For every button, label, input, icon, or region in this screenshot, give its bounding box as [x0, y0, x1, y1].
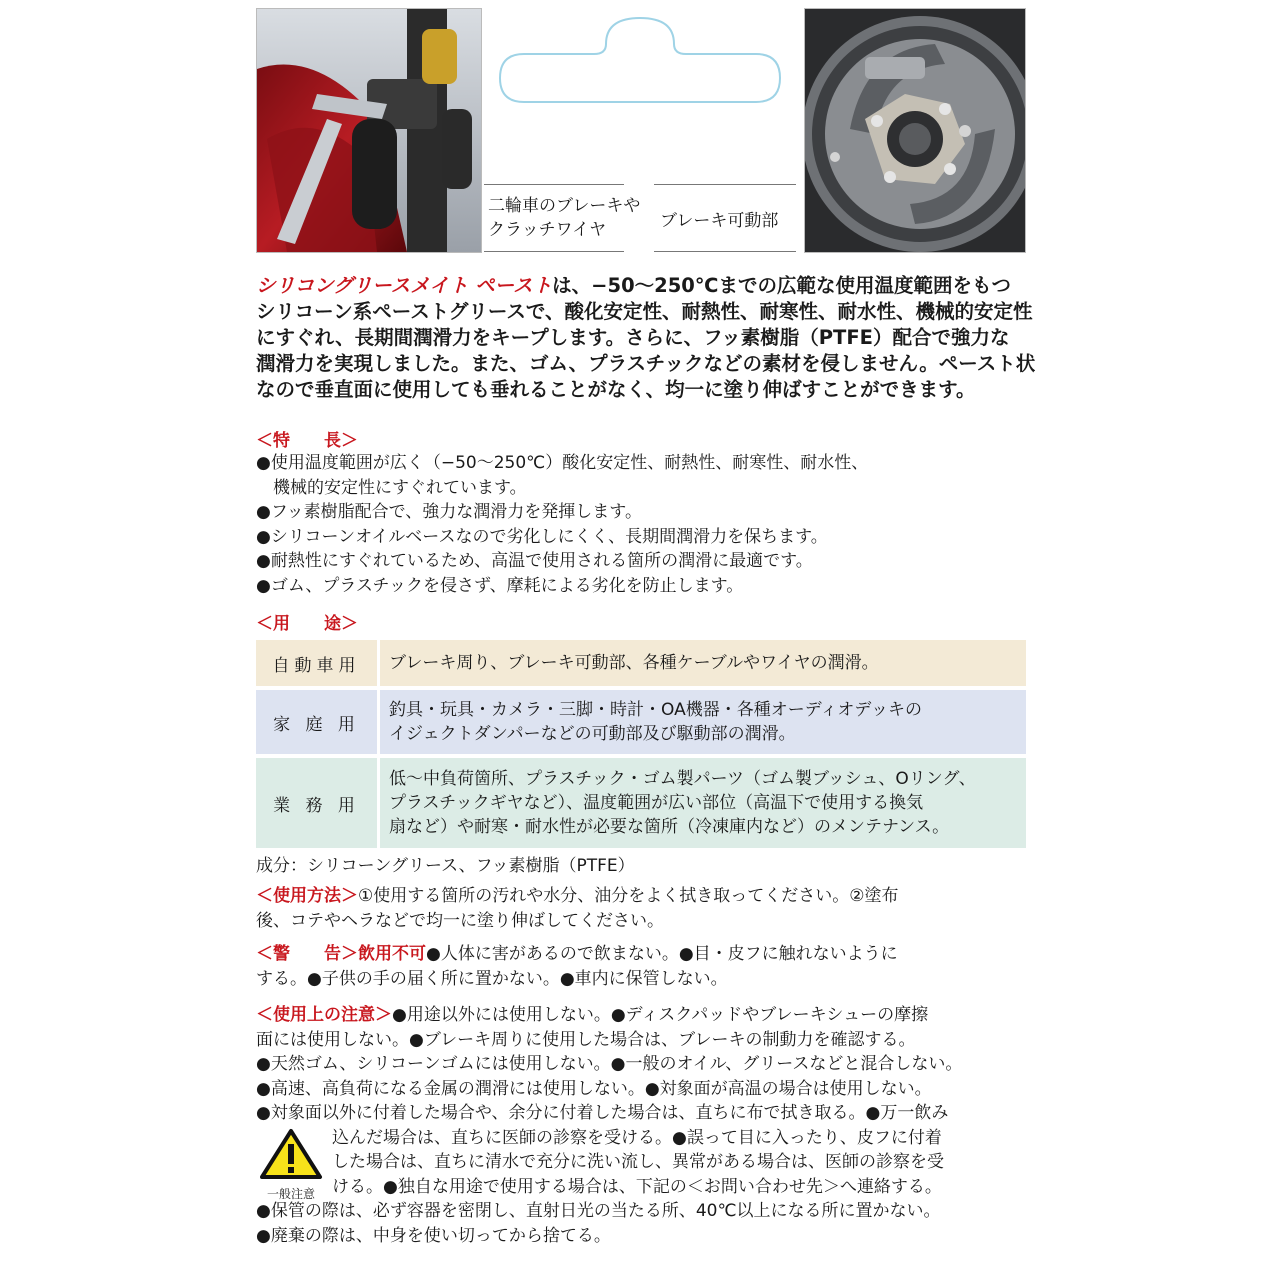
usage-line	[256, 884, 1036, 909]
features-list	[256, 451, 1036, 598]
use-desc-line: ブレーキ周り、ブレーキ可動部、各種ケーブルやワイヤの潤滑。	[389, 653, 879, 673]
cautions-section	[256, 1003, 1036, 1248]
usage-text: ①使用する箇所の汚れや水分、油分をよく拭き取ってください。②塗布	[358, 886, 899, 906]
warning-text: ●人体に害があるので飲まない。●目・皮フに触れないように	[426, 944, 898, 964]
speech-bubble-outline	[494, 14, 786, 106]
use-desc-line: 扇など）や耐寒・耐水性が必要な箇所（冷凍庫内など）のメンテナンス。	[389, 817, 950, 837]
use-desc-line: プラスチックギヤなど）、温度範囲が広い部位（高温下で使用する換気	[389, 793, 924, 813]
caption-divider-right-top	[654, 184, 796, 185]
drum-brake-photo	[804, 8, 1026, 253]
caption-brake: ブレーキ可動部	[660, 211, 779, 231]
caption-divider-left-top	[484, 184, 624, 185]
caution-line: ●対象面以外に付着した場合や、余分に付着した場合は、直ちに布で拭き取る。●万一飲み	[256, 1103, 949, 1123]
use-row-household	[256, 690, 1026, 754]
feature-item: ●耐熱性にすぐれているため、高温で使用される箇所の潤滑に最適です。	[256, 551, 813, 571]
caution-line: ける。●独自な用途で使用する場合は、下記の＜お問い合わせ先＞へ連絡する。	[332, 1176, 942, 1197]
use-desc-line: 釣具・玩具・カメラ・三脚・時計・OA機器・各種オーディオデッキの	[389, 700, 923, 720]
caption-line: 二輪車のブレーキや	[488, 196, 641, 216]
caption-motorcycle	[488, 194, 640, 242]
use-desc-line: イジェクトダンパーなどの可動部及び駆動部の潤滑。	[389, 724, 796, 744]
use-label: 自動車用	[256, 640, 377, 686]
use-label: 家 庭 用	[256, 690, 377, 754]
use-description	[380, 758, 1026, 848]
intro-line: シリコーン系ペーストグリースで、酸化安定性、耐熱性、耐寒性、耐水性、機械的安定性	[256, 300, 1033, 323]
caption-divider-right-bottom	[654, 251, 796, 252]
use-description	[380, 690, 1026, 754]
caution-line: した場合は、直ちに清水で充分に洗い流し、異常がある場合は、医師の診察を受	[332, 1152, 944, 1172]
feature-item: ●使用温度範囲が広く（−50〜250℃）酸化安定性、耐熱性、耐寒性、耐水性、	[256, 453, 869, 473]
use-row-automotive	[256, 640, 1026, 686]
warning-label: 飲用不可	[358, 944, 426, 964]
uses-heading: ＜用 途＞	[256, 614, 358, 634]
use-desc-line: 低〜中負荷箇所、プラスチック・ゴム製パーツ（ゴム製ブッシュ、Oリング、	[389, 769, 976, 789]
caution-line: ●高速、高負荷になる金属の潤滑には使用しない。●対象面が高温の場合は使用しない。	[256, 1078, 932, 1099]
caution-line: 面には使用しない。●ブレーキ周りに使用した場合は、ブレーキの制動力を確認する。	[256, 1029, 916, 1050]
intro-line: なので垂直面に使用しても垂れることがなく、均一に塗り伸ばすことができます。	[256, 378, 976, 401]
features-heading: ＜特 長＞	[256, 431, 358, 451]
motorcycle-brake-photo	[256, 8, 482, 253]
ingredients-text: 成分：シリコーングリース、フッ素樹脂（PTFE）	[256, 856, 635, 876]
usage-line: 後、コテやヘラなどで均一に塗り伸ばしてください。	[256, 910, 664, 931]
warning-line	[256, 942, 1036, 967]
intro-line: にすぐれ、長期間潤滑力をキープします。さらに、フッ素樹脂（PTFE）配合で強力な	[256, 326, 1010, 349]
usage-section	[256, 884, 1036, 933]
intro-line	[256, 273, 1036, 299]
intro-line: 潤滑力を実現しました。また、ゴム、プラスチックなどの素材を侵しません。ペースト状	[256, 352, 1036, 375]
warning-line: する。●子供の手の届く所に置かない。●車内に保管しない。	[256, 968, 728, 989]
uses-table	[256, 640, 1026, 848]
caution-line: ●天然ゴム、シリコーンゴムには使用しない。●一般のオイル、グリースなどと混合しない。	[256, 1054, 963, 1074]
use-row-business	[256, 758, 1026, 848]
warning-heading: ＜警 告＞	[256, 944, 358, 964]
caution-indented-lines	[332, 1126, 944, 1200]
feature-item: 機械的安定性にすぐれています。	[256, 477, 527, 498]
caption-divider-left-bottom	[484, 251, 624, 252]
caution-line: ●保管の際は、必ず容器を密閉し、直射日光の当たる所、40℃以上になる所に置かない。	[256, 1201, 941, 1221]
caution-text: ●用途以外には使用しない。●ディスクパッドやブレーキシューの摩擦	[392, 1005, 929, 1025]
caution-icon-block	[256, 1126, 1036, 1200]
feature-item: ●フッ素樹脂配合で、強力な潤滑力を発揮します。	[256, 502, 642, 522]
intro-paragraph	[256, 273, 1036, 403]
feature-item: ●シリコーンオイルベースなので劣化しにくく、長期間潤滑力を保ちます。	[256, 526, 828, 547]
use-label: 業 務 用	[256, 758, 377, 848]
use-description	[380, 640, 1026, 686]
usage-heading: ＜使用方法＞	[256, 886, 358, 906]
caution-line: 込んだ場合は、直ちに医師の診察を受ける。●誤って目に入ったり、皮フに付着	[332, 1127, 942, 1148]
product-name: シリコングリースメイト ペースト	[256, 274, 553, 297]
caution-line: ●廃棄の際は、中身を使い切ってから捨てる。	[256, 1225, 611, 1246]
general-caution-icon-wrap	[256, 1128, 326, 1202]
warning-section	[256, 942, 1036, 991]
intro-text: は、−50〜250℃までの広範な使用温度範囲をもつ	[552, 274, 1011, 297]
caption-line: クラッチワイヤ	[488, 220, 607, 240]
warning-triangle-icon	[259, 1128, 323, 1180]
general-caution-label: 一般注意	[266, 1187, 315, 1201]
feature-item: ●ゴム、プラスチックを侵さず、摩耗による劣化を防止します。	[256, 575, 744, 596]
caution-line	[256, 1003, 1036, 1028]
cautions-heading: ＜使用上の注意＞	[256, 1005, 392, 1025]
